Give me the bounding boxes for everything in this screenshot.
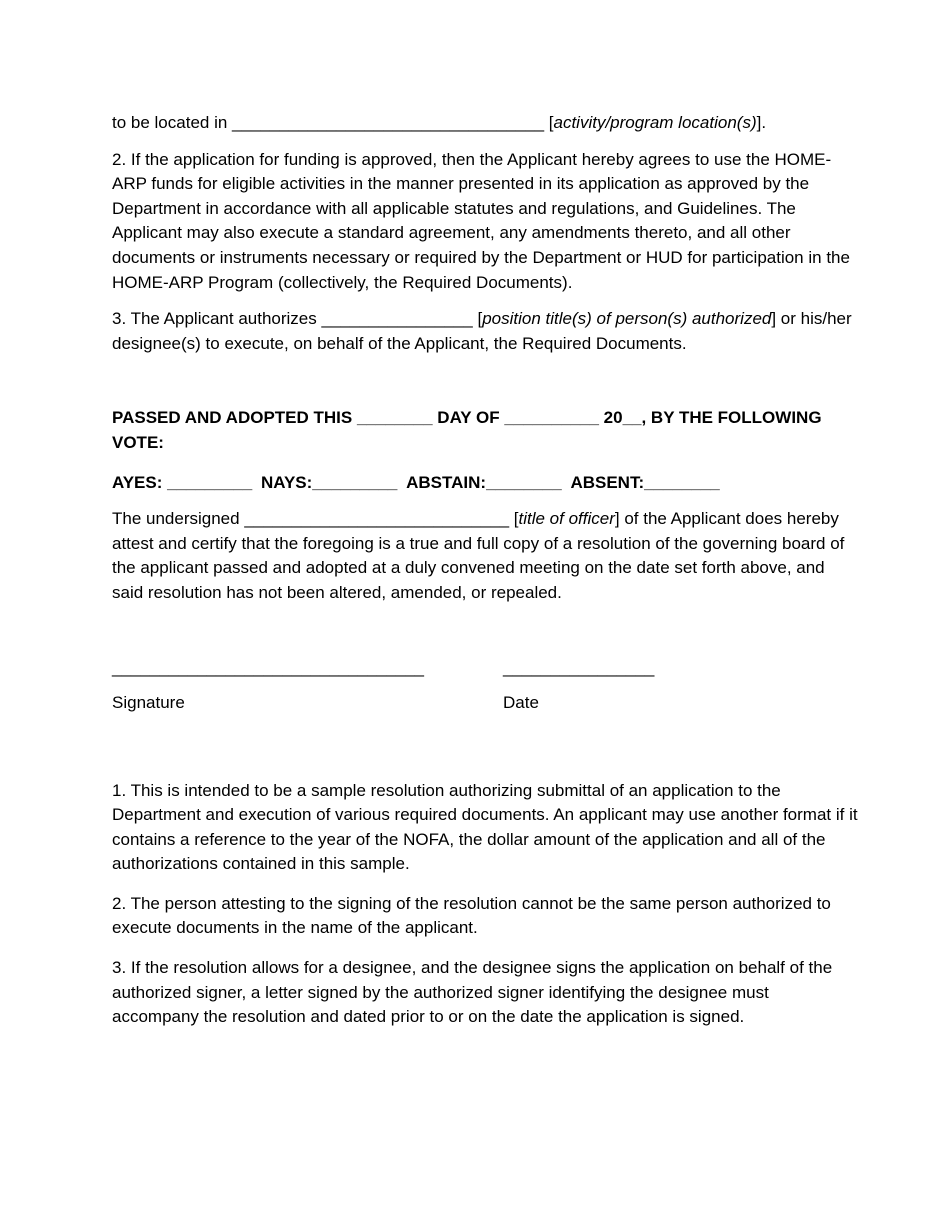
document-page (112, 111, 860, 1045)
paragraph-3-text: 3. The Applicant authorizes ________________ [ (112, 309, 483, 329)
date-label: Date (503, 692, 539, 712)
officer-title-placeholder: title of officer (518, 509, 615, 529)
certification-paragraph (112, 507, 860, 605)
paragraph-2: 2. If the application for funding is approved, then the Applicant hereby agrees to use the HOME-ARP funds for eligible activities in the manner presented in its application as approved by the Department in accordance with all applicable statutes and regulations, and Guidelines. The Applicant may also execute a standard agreement, any amendments thereto, and all other documents or instruments necessary or required by the Department or HUD for participation in the HOME-ARP Program (collectively, the Required Documents). (112, 149, 850, 292)
vote-line (112, 471, 860, 496)
location-text: to be located in _________________________________ [ (112, 113, 554, 132)
ayes-field: AYES: _________ (112, 472, 253, 492)
note-2: 2. The person attesting to the signing of the resolution cannot be the same person authorized to execute documents in the name of the applicant. (112, 893, 831, 938)
note-1: 1. This is intended to be a sample resolution authorizing submittal of an application to the Department and execution of various required documents. An applicant may use another format if it contains a reference to the year of the NOFA, the dollar amount of the application and all of the authorizations contained in this sample. (112, 780, 858, 874)
signature-label: Signature (112, 692, 185, 712)
paragraph-3 (112, 307, 860, 356)
certification-end: ] of the Applicant does hereby attest and certify that the foregoing is a true and full copy of a resolution of the governing board of the applicant passed and adopted at a duly convened meeting on the date set forth above, and said resolution has not been altered, amended, or repealed. (112, 509, 845, 602)
absent-field: ABSENT:________ (570, 472, 720, 492)
note-3: 3. If the resolution allows for a designee, and the designee signs the application on behalf of the authorized signer, a letter signed by the authorized signer identifying the designee must accompany the resolution and dated prior to or on the date the application is signed. (112, 958, 833, 1027)
abstain-field: ABSTAIN:________ (406, 472, 562, 492)
paragraph-3-end: ] or his/her designee(s) to execute, on behalf of the Applicant, the Required Documents. (112, 309, 852, 353)
signature-block (112, 606, 860, 726)
nays-field: NAYS:_________ (260, 472, 398, 492)
notes-section (112, 779, 860, 1030)
signature-line: _________________________________ (112, 657, 425, 677)
location-end: ]. (756, 113, 767, 132)
position-title-placeholder: position title(s) of person(s) authorized (482, 309, 772, 329)
location-paragraph (112, 111, 860, 136)
location-placeholder: activity/program location(s) (553, 113, 757, 132)
date-line: ________________ (503, 657, 655, 677)
certification-text: The undersigned ____________________________ [ (112, 509, 519, 529)
passed-adopted-heading: PASSED AND ADOPTED THIS ________ DAY OF __________ 20__, BY THE FOLLOWING VOTE: (112, 408, 822, 452)
